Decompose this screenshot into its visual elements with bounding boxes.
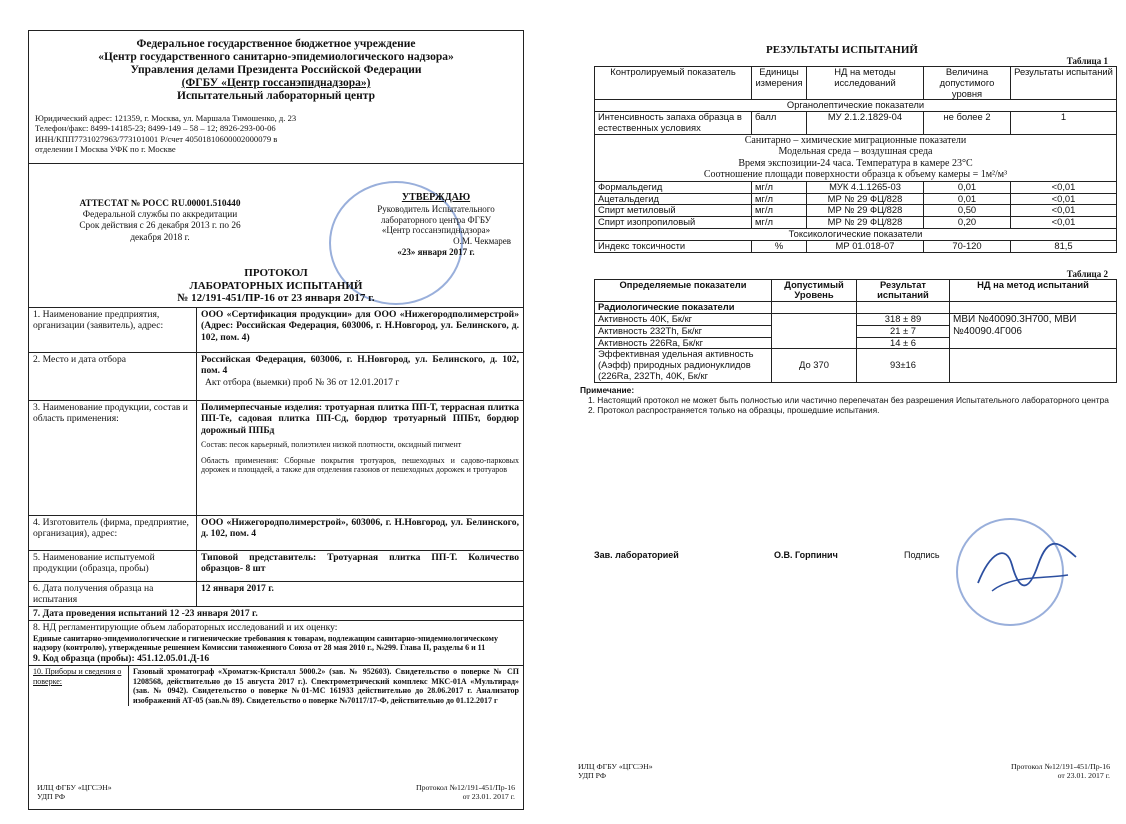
row-label: 6. Дата получения образца на испытания — [29, 582, 197, 606]
row-value: Типовой представитель: Тротуарная плитка ПП-Т. Количество образцов- 8 шт — [201, 552, 519, 575]
attestat-line: Федеральной службы по аккредитации — [82, 210, 238, 221]
table-cell: 0,50 — [924, 205, 1011, 217]
attestat-line: Срок действия с 26 декабря 2013 г. по 26 — [79, 221, 241, 232]
table-cell: Эффективная удельная активность (Аэфф) природных радионуклидов (226Ra, 232Th, 40K, Бк/кг — [595, 349, 772, 382]
row-label: 2. Место и дата отбора — [29, 353, 197, 400]
table-row — [595, 240, 1117, 252]
section-header: Радиологические показатели — [595, 302, 772, 314]
approve-line: «Центр госсанэпиднадзора» — [381, 225, 491, 236]
header-line: Федеральное государственное бюджетное учреждение — [136, 38, 416, 50]
table-cell: Спирт метиловый — [595, 205, 752, 217]
row-label: 1. Наименование предприятия, организации (заявитель), адрес: — [29, 308, 197, 352]
footer-line: Протокол №12/191-451/Пр-16 — [415, 783, 515, 792]
table-cell: балл — [752, 112, 807, 135]
table-row — [595, 217, 1117, 229]
table-row — [29, 400, 523, 515]
chem-rows — [595, 181, 1117, 228]
row-value: Полимерпесчаные изделия: тротуарная плитка ПП-Т, террасная плитка ПП-Те, садовая плитка ПП-Сд, бордюр тротуарный ППБт, бордюр дорожный ППБд — [201, 402, 519, 436]
row-value: 12 января 2017 г. — [201, 583, 274, 594]
table-cell: 81,5 — [1011, 240, 1117, 252]
org-header — [29, 38, 523, 103]
table-cell: 14 ± 6 — [857, 337, 950, 349]
table-cell: мг/л — [752, 193, 807, 205]
approve-block — [351, 193, 521, 258]
approve-date: «23» января 2017 г. — [397, 246, 475, 257]
row-extra: Акт отбора (выемки) проб № 36 от 12.01.2017 г — [205, 376, 400, 388]
attestat-line: АТТЕСТАТ № РОСС RU.00001.510440 — [79, 199, 241, 209]
method-cell: МВИ №40090.3Н700, МВИ №40090.4Г006 — [950, 313, 1117, 348]
column-header: Единицы измерения — [752, 67, 807, 100]
section-line: Соотношение площади поверхности образца к объему камеры = 1м²/м³ — [703, 169, 1008, 181]
table-cell: Интенсивность запаха образца в естественных условиях — [595, 112, 752, 135]
table-cell: 0,01 — [924, 181, 1011, 193]
footer-line: от 23.01. 2017 г. — [1057, 771, 1110, 780]
address-line: Юридический адрес: 121359, г. Москва, ул. Маршала Тимошенко, д. 23 — [35, 113, 297, 123]
table-row — [29, 307, 523, 352]
signature-role: Зав. лабораторией — [594, 550, 679, 560]
table-row — [595, 112, 1117, 135]
signature-label: Подпись — [904, 550, 940, 560]
devices-label: 10. Приборы и сведения о поверке: — [29, 666, 129, 706]
table-cell: 70-120 — [924, 240, 1011, 252]
table-cell: <0,01 — [1011, 193, 1117, 205]
devices-row — [29, 665, 523, 706]
left-page — [28, 30, 524, 810]
column-header: Допустимый Уровень — [772, 279, 857, 302]
section-header: Органолептические показатели — [595, 100, 1117, 112]
table-cell: Активность 232Th, Бк/кг — [595, 325, 772, 337]
table-row — [595, 349, 1117, 382]
table-cell: Активность 226Ra, Бк/кг — [595, 337, 772, 349]
notes-title: Примечание: — [580, 384, 635, 395]
table-row — [29, 352, 523, 400]
footer-line: УДП РФ — [578, 771, 606, 780]
row-label: 4. Изготовитель (фирма, предприятие, организация), адрес: — [29, 516, 197, 550]
footer-line: ИЛЦ ФГБУ «ЦГСЭН» — [578, 762, 653, 771]
table-cell: 1 — [1011, 112, 1117, 135]
attestat-line: декабря 2018 г. — [130, 232, 190, 243]
results-table-2 — [594, 279, 1117, 383]
protocol-title — [29, 267, 523, 305]
table-cell: Ацетальдегид — [595, 193, 752, 205]
table-cell: МР № 29 ФЦ/828 — [807, 193, 924, 205]
protocol-line: ЛАБОРАТОРНЫХ ИСПЫТАНИЙ — [189, 279, 363, 292]
test-dates: 7. Дата проведения испытаний 12 -23 января 2017 г. — [29, 606, 523, 620]
footer-line: Протокол №12/191-451/Пр-16 — [1010, 762, 1110, 771]
section-line: Модельная среда – воздушная среда — [778, 146, 933, 158]
footer-left — [37, 783, 112, 801]
table-cell: мг/л — [752, 217, 807, 229]
handwritten-signature — [972, 535, 1082, 605]
table-cell: МУ 2.1.2.1829-04 — [807, 112, 924, 135]
table-cell: <0,01 — [1011, 217, 1117, 229]
row-value: Российская Федерация, 603006, г. Н.Новгород, ул. Белинского, д. 102, пом. 4 — [201, 354, 519, 377]
approve-title: УТВЕРЖДАЮ — [401, 192, 471, 203]
table-cell: Формальдегид — [595, 181, 752, 193]
column-header: Определяемые показатели — [595, 279, 772, 302]
table-cell: мг/л — [752, 181, 807, 193]
header-line: (ФГБУ «Центр госсанэпиднадзора») — [181, 77, 371, 89]
row-extra: Состав: песок карьерный, полиэтилен низкой плотности, оксидный пигмент — [201, 440, 462, 450]
table-row — [595, 193, 1117, 205]
table-cell: % — [752, 240, 807, 252]
section-header — [595, 134, 1117, 181]
signature-name: О.В. Горпинич — [774, 550, 838, 560]
table-cell: не более 2 — [924, 112, 1011, 135]
table-cell: 93±16 — [857, 349, 950, 382]
table-cell: МУК 4.1.1265-03 — [807, 181, 924, 193]
footer-right — [1011, 762, 1110, 780]
footer-left — [578, 762, 653, 780]
address-line: ИНН/КПП7731027963/773101001 Р/счет 40501810600002000079 в — [35, 133, 278, 144]
table-row — [595, 205, 1117, 217]
footer-line: УДП РФ — [37, 792, 65, 801]
footer-line: ИЛЦ ФГБУ «ЦГСЭН» — [37, 783, 112, 792]
table-cell: МР № 29 ФЦ/828 — [807, 205, 924, 217]
column-header: Величина допустимого уровня — [924, 67, 1011, 100]
table2-label: Таблица 2 — [1066, 268, 1108, 279]
table-row — [595, 313, 1117, 325]
nd-title: 8. НД регламентирующие объем лабораторных исследований и их оценку: — [33, 622, 338, 634]
row-extra: Область применения: Сборные покрытия тротуаров, пешеходных и садово-парковых дорожек и площадей, а также для отделения газонов от пешеходных дорожек и тротуаров — [201, 455, 519, 475]
nd-text: Единые санитарно-эпидемиологические и гигиенические требования к товарам, подлежащим санитарно-эпидемиологическому надзору (контролю), утвержденные решением Комиссии таможенного Союза от 28 мая 2010 г., №299. Глава II, разделы 6 и 11 — [33, 633, 499, 653]
section-line: Время экспозиции-24 часа. Температура в камере 23°С — [738, 157, 973, 169]
footer-right — [416, 783, 515, 801]
devices-text: Газовый хроматограф «Хроматэк-Кристалл 5000.2» (зав. № 952603). Свидетельство о поверке № СП 1208568, действительно до 15 августа 2017 г.). Спектрометрический комплекс МКС-01А «Мультирад» (зав. № 0942). Свидетельство о поверке №01-МС 161933 действительно до 28.06.2017 г. Анализатор изображений АТ-05 (зав.№ 89). Свидетельство о поверке №70117/17-Ф, действительно до 01.12.2017 г — [133, 667, 519, 705]
table-cell: <0,01 — [1011, 181, 1117, 193]
table-cell: До 370 — [772, 349, 857, 382]
table1-label: Таблица 1 — [1066, 56, 1108, 66]
section-header: Токсикологические показатели — [595, 228, 1117, 240]
table-cell: 318 ± 89 — [857, 313, 950, 325]
sample-code: 9. Код образца (пробы): 451.12.05.01.Д-16 — [33, 652, 210, 664]
table-cell: МР 01.018-07 — [807, 240, 924, 252]
approve-line: лабораторного центра ФГБУ — [380, 214, 492, 225]
section-line: Санитарно – химические миграционные показатели — [744, 134, 967, 146]
notes — [580, 385, 1112, 415]
footer-line: от 23.01. 2017 г. — [462, 792, 515, 801]
header-line: «Центр государственного санитарно-эпидемиологического надзора» — [98, 51, 454, 63]
table-row — [29, 515, 523, 550]
row-value: ООО «Сертификация продукции» для ООО «Нижегородполимерстрой» (Адрес: Российская Федерация, 603006, г. Н.Новгород, ул. Белинского, д. 102, пом. 4) — [201, 309, 519, 343]
address-block — [35, 113, 517, 155]
table-cell: Активность 40K, Бк/кг — [595, 313, 772, 325]
results-title: РЕЗУЛЬТАТЫ ИСПЫТАНИЙ — [766, 44, 918, 56]
table-cell: <0,01 — [1011, 205, 1117, 217]
approve-line: О.М. Чекмарев — [453, 236, 511, 247]
table-cell: 0,01 — [924, 193, 1011, 205]
attestat-block — [45, 199, 275, 244]
note-item: 2. Протокол распространяется только на образцы, прошедшие испытания. — [588, 404, 880, 415]
nd-block — [29, 620, 523, 665]
column-header: НД на метод испытаний — [950, 279, 1117, 302]
approve-line: Руководитель Испытательного — [377, 203, 495, 214]
address-line: Телефон/факс: 8499-14185-23; 8499-149 – 58 – 12; 8926-293-00-06 — [35, 123, 276, 134]
table-cell: МР № 29 ФЦ/828 — [807, 217, 924, 229]
row-label: 3. Наименование продукции, состав и область применения: — [29, 401, 197, 515]
protocol-rows — [29, 307, 523, 706]
results-table-1 — [594, 66, 1117, 253]
table-cell: Спирт изопропиловый — [595, 217, 752, 229]
row-value: ООО «Нижегородполимерстрой», 603006, г. Н.Новгород, ул. Белинского, д. 102, пом. 4 — [201, 517, 519, 540]
note-item: 1. Настоящий протокол не может быть полностью или частично перепечатан без разрешения Испытательного лабораторного центра — [588, 394, 1109, 405]
table-row — [29, 581, 523, 606]
table-cell: Индекс токсичности — [595, 240, 752, 252]
header-line: Испытательный лабораторный центр — [177, 90, 375, 102]
header-line: Управления делами Президента Российской Федерации — [130, 64, 422, 76]
table-row — [595, 181, 1117, 193]
table-header-row — [595, 279, 1117, 302]
column-header: Результат испытаний — [857, 279, 950, 302]
table-cell: 0,20 — [924, 217, 1011, 229]
column-header: Результаты испытаний — [1011, 67, 1117, 100]
protocol-line: № 12/191-451/ПР-16 от 23 января 2017 г. — [177, 292, 375, 304]
table-cell: мг/л — [752, 205, 807, 217]
table-row — [29, 550, 523, 581]
column-header: Контролируемый показатель — [595, 67, 752, 100]
column-header: НД на методы исследований — [807, 67, 924, 100]
table-cell: 21 ± 7 — [857, 325, 950, 337]
right-page — [572, 30, 1112, 810]
divider — [29, 163, 523, 164]
protocol-line: ПРОТОКОЛ — [244, 267, 308, 279]
row-label: 5. Наименование испытуемой продукции (образца, пробы) — [29, 551, 197, 581]
address-line: отделении I Москва УФК по г. Москве — [35, 144, 176, 155]
table-header-row — [595, 67, 1117, 100]
